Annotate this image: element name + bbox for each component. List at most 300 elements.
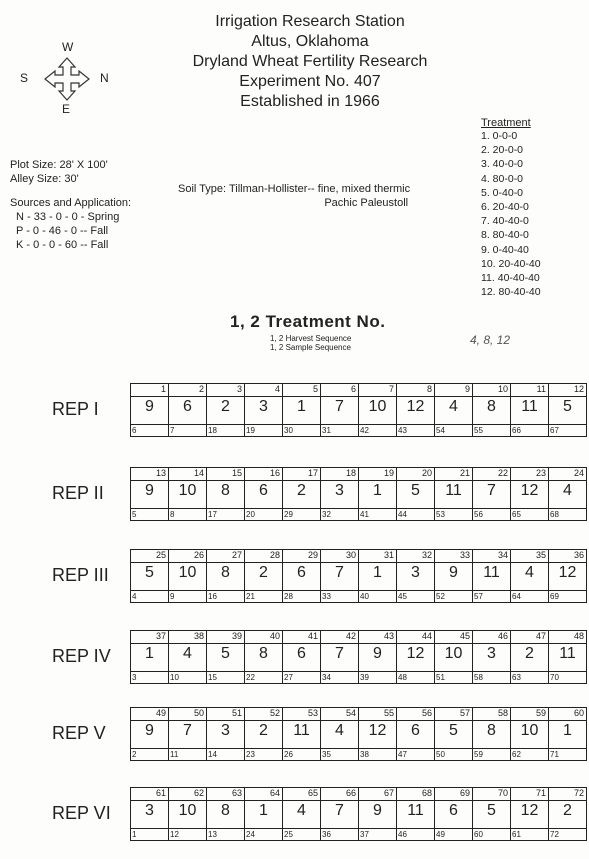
harvest-sequence: 15 bbox=[208, 673, 217, 682]
plot-number: 28 bbox=[269, 550, 280, 560]
treatment-item: 2. 20-0-0 bbox=[481, 144, 524, 157]
plot-cell bbox=[169, 550, 207, 602]
plot-cell bbox=[131, 631, 169, 683]
title-line-1: Irrigation Research Station bbox=[215, 13, 405, 30]
treatment-number: 6 bbox=[411, 722, 420, 739]
harvest-sequence: 38 bbox=[360, 750, 369, 759]
harvest-sequence: 27 bbox=[284, 673, 293, 682]
harvest-sequence: 45 bbox=[398, 592, 407, 601]
rep-label: REP V bbox=[52, 723, 106, 743]
treatment-item: 4. 80-0-0 bbox=[481, 172, 524, 185]
harvest-sequence: 37 bbox=[360, 830, 369, 839]
plot-number: 29 bbox=[307, 550, 318, 560]
source-n: N - 33 - 0 - 0 - Spring bbox=[16, 211, 120, 223]
treatment-item: 7. 40-40-0 bbox=[481, 215, 529, 228]
treatment-number: 11 bbox=[483, 564, 500, 581]
harvest-sequence: 50 bbox=[436, 750, 445, 759]
harvest-sequence: 71 bbox=[550, 750, 559, 759]
harvest-sequence: 3 bbox=[132, 673, 137, 682]
treatment-item: 11. 40-40-40 bbox=[481, 272, 540, 285]
treatment-number: 3 bbox=[145, 802, 154, 819]
rep-label: REP VI bbox=[52, 803, 111, 823]
harvest-sequence: 54 bbox=[436, 426, 445, 435]
plot-cell bbox=[207, 708, 245, 760]
plot-cell bbox=[245, 631, 283, 683]
plot-cell bbox=[245, 468, 283, 520]
treatment-number: 8 bbox=[487, 722, 496, 739]
rep-label: REP I bbox=[52, 399, 99, 419]
plot-cell bbox=[321, 384, 359, 436]
plot-number: 34 bbox=[497, 550, 508, 560]
plot-number: 63 bbox=[231, 788, 242, 798]
plot-cell bbox=[473, 384, 511, 436]
plot-cell bbox=[435, 468, 473, 520]
rep-row bbox=[130, 787, 587, 841]
plot-cell bbox=[473, 788, 511, 840]
treatment-number: 11 bbox=[521, 398, 538, 415]
source-p: P - 0 - 46 - 0 -- Fall bbox=[16, 225, 109, 237]
harvest-sequence: 36 bbox=[322, 830, 331, 839]
plot-number: 69 bbox=[459, 788, 470, 798]
plot-number: 52 bbox=[269, 708, 280, 718]
title-line-4: Experiment No. 407 bbox=[239, 73, 381, 90]
treatment-number: 11 bbox=[407, 802, 424, 819]
harvest-sequence: 8 bbox=[170, 510, 175, 519]
plot-number: 9 bbox=[464, 384, 470, 394]
treatment-number: 5 bbox=[449, 722, 458, 739]
harvest-sequence: 7 bbox=[170, 426, 175, 435]
treatment-number: 1 bbox=[297, 398, 306, 415]
plot-number: 41 bbox=[307, 631, 318, 641]
title-line-5: Established in 1966 bbox=[240, 93, 380, 110]
harvest-sequence: 61 bbox=[512, 830, 521, 839]
harvest-sequence: 10 bbox=[170, 673, 179, 682]
plot-number: 72 bbox=[573, 788, 584, 798]
plot-number: 42 bbox=[345, 631, 356, 641]
rep-row bbox=[130, 707, 587, 761]
harvest-sequence: 35 bbox=[322, 750, 331, 759]
title-line-2: Altus, Oklahoma bbox=[251, 33, 369, 50]
title-line-3: Dryland Wheat Fertility Research bbox=[192, 53, 428, 70]
treatment-number: 6 bbox=[297, 564, 306, 581]
harvest-sequence: 56 bbox=[474, 510, 483, 519]
plot-number: 35 bbox=[535, 550, 546, 560]
plot-number: 25 bbox=[155, 550, 166, 560]
plot-cell bbox=[473, 468, 511, 520]
plot-cell bbox=[283, 384, 321, 436]
plot-cell bbox=[511, 550, 549, 602]
compass-rose bbox=[10, 40, 120, 120]
soil-type bbox=[178, 182, 410, 210]
plot-number: 11 bbox=[536, 384, 546, 394]
plot-cell bbox=[549, 468, 586, 520]
plot-number: 66 bbox=[345, 788, 356, 798]
treatment-number: 7 bbox=[183, 722, 192, 739]
treatment-number: 4 bbox=[297, 802, 306, 819]
harvest-sequence: 2 bbox=[132, 750, 137, 759]
harvest-sequence: 29 bbox=[284, 510, 293, 519]
harvest-sequence: 24 bbox=[246, 830, 255, 839]
plot-cell bbox=[207, 788, 245, 840]
harvest-sequence: 22 bbox=[246, 673, 255, 682]
plot-number: 22 bbox=[497, 468, 508, 478]
plot-cell bbox=[321, 468, 359, 520]
treatment-number: 11 bbox=[293, 722, 310, 739]
treatment-number: 7 bbox=[335, 802, 344, 819]
treatment-number: 4 bbox=[449, 398, 458, 415]
treatment-item: 5. 0-40-0 bbox=[481, 186, 524, 199]
treatment-number: 5 bbox=[221, 645, 230, 662]
treatment-number: 7 bbox=[335, 645, 344, 662]
plot-cell bbox=[435, 550, 473, 602]
plot-number: 47 bbox=[535, 631, 546, 641]
treatment-number: 7 bbox=[335, 398, 344, 415]
treatment-number: 3 bbox=[487, 645, 496, 662]
plot-number: 70 bbox=[497, 788, 508, 798]
treatment-item: 8. 80-40-0 bbox=[481, 229, 529, 242]
plot-cell bbox=[283, 708, 321, 760]
treatment-item: 10. 20-40-40 bbox=[481, 257, 541, 270]
plot-number: 55 bbox=[383, 708, 394, 718]
treatment-number: 3 bbox=[259, 398, 268, 415]
harvest-sequence: 14 bbox=[208, 750, 217, 759]
harvest-sequence: 51 bbox=[436, 673, 445, 682]
harvest-sequence: 44 bbox=[398, 510, 407, 519]
treatment-number: 10 bbox=[368, 398, 387, 415]
rep-row bbox=[130, 467, 587, 521]
plot-number: 39 bbox=[231, 631, 242, 641]
plot-number: 33 bbox=[459, 550, 470, 560]
harvest-sequence: 48 bbox=[398, 673, 407, 682]
treatment-number: 2 bbox=[259, 722, 268, 739]
plot-cell bbox=[321, 550, 359, 602]
plot-number: 10 bbox=[497, 384, 508, 394]
plot-cell bbox=[511, 631, 549, 683]
plot-cell bbox=[435, 708, 473, 760]
plot-size: Plot Size: 28' X 100' bbox=[10, 159, 108, 171]
compass-w: W bbox=[62, 40, 74, 54]
harvest-sequence: 60 bbox=[474, 830, 483, 839]
plot-cell bbox=[169, 631, 207, 683]
plot-number: 68 bbox=[421, 788, 432, 798]
plot-number: 67 bbox=[383, 788, 394, 798]
treatment-number: 9 bbox=[145, 482, 154, 499]
plot-number: 46 bbox=[497, 631, 508, 641]
harvest-sequence: 65 bbox=[512, 510, 521, 519]
sources-title: Sources and Application: bbox=[10, 197, 132, 209]
treatment-number: 9 bbox=[145, 722, 154, 739]
plot-cell bbox=[473, 550, 511, 602]
plot-number: 37 bbox=[155, 631, 166, 641]
treatment-number: 3 bbox=[335, 482, 344, 499]
plot-number: 18 bbox=[345, 468, 356, 478]
plot-number: 6 bbox=[350, 384, 356, 394]
harvest-sequence: 67 bbox=[550, 426, 559, 435]
compass-e: E bbox=[62, 102, 71, 116]
plot-cell bbox=[207, 468, 245, 520]
plot-number: 27 bbox=[231, 550, 242, 560]
treatment-number: 5 bbox=[563, 398, 572, 415]
harvest-sequence: 53 bbox=[436, 510, 445, 519]
plot-cell bbox=[245, 708, 283, 760]
plot-cell bbox=[549, 788, 586, 840]
harvest-sequence: 20 bbox=[246, 510, 255, 519]
harvest-sequence: 41 bbox=[360, 510, 369, 519]
treatment-number: 12 bbox=[368, 722, 387, 739]
plot-number: 38 bbox=[193, 631, 204, 641]
treatment-number: 8 bbox=[259, 645, 268, 662]
plot-cell bbox=[131, 708, 169, 760]
plot-number: 51 bbox=[231, 708, 242, 718]
treatment-number: 6 bbox=[449, 802, 458, 819]
plot-number: 16 bbox=[269, 468, 280, 478]
plot-cell bbox=[473, 708, 511, 760]
harvest-sequence: 46 bbox=[398, 830, 407, 839]
plot-number: 7 bbox=[388, 384, 394, 394]
treatment-number: 4 bbox=[183, 645, 192, 662]
treatment-number: 5 bbox=[145, 564, 154, 581]
plot-cell bbox=[245, 384, 283, 436]
treatment-number: 6 bbox=[183, 398, 192, 415]
treatment-title: Treatment bbox=[481, 117, 531, 129]
treatment-number: 10 bbox=[178, 802, 197, 819]
plot-number: 53 bbox=[307, 708, 318, 718]
harvest-sequence: 42 bbox=[360, 426, 369, 435]
plot-cell bbox=[207, 631, 245, 683]
plot-cell bbox=[359, 631, 397, 683]
plot-number: 71 bbox=[535, 788, 546, 798]
treatment-number: 9 bbox=[373, 645, 382, 662]
treatment-number: 11 bbox=[445, 482, 462, 499]
treatment-number: 2 bbox=[563, 802, 572, 819]
plot-cell bbox=[207, 550, 245, 602]
plot-number: 15 bbox=[231, 468, 242, 478]
plot-cell bbox=[435, 384, 473, 436]
plot-cell bbox=[549, 631, 586, 683]
harvest-sequence: 72 bbox=[550, 830, 559, 839]
treatment-number: 11 bbox=[559, 645, 576, 662]
treatment-number: 12 bbox=[520, 802, 539, 819]
plot-number: 31 bbox=[383, 550, 394, 560]
harvest-sequence: 59 bbox=[474, 750, 483, 759]
treatment-number: 2 bbox=[297, 482, 306, 499]
plot-cell bbox=[511, 708, 549, 760]
treatment-number: 9 bbox=[145, 398, 154, 415]
treatment-number: 2 bbox=[221, 398, 230, 415]
plot-cell bbox=[359, 384, 397, 436]
plot-number: 54 bbox=[345, 708, 356, 718]
treatment-number: 2 bbox=[259, 564, 268, 581]
harvest-sequence: 57 bbox=[474, 592, 483, 601]
soil-line-2: Pachic Paleustoll bbox=[324, 197, 409, 209]
harvest-sequence: 70 bbox=[550, 673, 559, 682]
treatment-number: 12 bbox=[520, 482, 539, 499]
plot-cell bbox=[397, 708, 435, 760]
plot-number: 23 bbox=[535, 468, 546, 478]
plot-cell bbox=[321, 708, 359, 760]
plot-cell bbox=[283, 631, 321, 683]
plot-cell bbox=[283, 788, 321, 840]
plot-cell bbox=[245, 550, 283, 602]
treatment-number: 6 bbox=[259, 482, 268, 499]
plot-number: 21 bbox=[459, 468, 470, 478]
treatment-number: 4 bbox=[335, 722, 344, 739]
harvest-sequence: 64 bbox=[512, 592, 521, 601]
plot-number: 65 bbox=[307, 788, 318, 798]
treatment-number: 4 bbox=[525, 564, 534, 581]
treatment-number: 12 bbox=[406, 398, 425, 415]
treatment-number: 8 bbox=[487, 398, 496, 415]
handwritten-note: 4, 8, 12 bbox=[470, 333, 511, 347]
plot-cell bbox=[397, 384, 435, 436]
treatment-number: 9 bbox=[449, 564, 458, 581]
plot-number: 45 bbox=[459, 631, 470, 641]
plot-info bbox=[10, 158, 131, 252]
harvest-sequence: 30 bbox=[284, 426, 293, 435]
plot-cell bbox=[397, 550, 435, 602]
compass-n: N bbox=[100, 71, 109, 85]
treatment-item: 1. 0-0-0 bbox=[481, 130, 518, 142]
plot-number: 36 bbox=[573, 550, 584, 560]
harvest-sequence: 26 bbox=[284, 750, 293, 759]
rep-row bbox=[130, 383, 587, 437]
harvest-sequence: 6 bbox=[132, 426, 137, 435]
treatment-number: 5 bbox=[487, 802, 496, 819]
harvest-sequence: 58 bbox=[474, 673, 483, 682]
treatment-number: 3 bbox=[221, 722, 230, 739]
harvest-sequence: 25 bbox=[284, 830, 293, 839]
soil-line-1: Soil Type: Tillman-Hollister-- fine, mixed thermic bbox=[178, 183, 411, 195]
plot-cell bbox=[169, 788, 207, 840]
treatment-number: 1 bbox=[373, 564, 382, 581]
plot-number: 60 bbox=[573, 708, 584, 718]
treatment-number: 10 bbox=[178, 482, 197, 499]
harvest-sequence: 18 bbox=[208, 426, 217, 435]
plot-number: 57 bbox=[459, 708, 470, 718]
plot-number: 19 bbox=[383, 468, 394, 478]
treatment-item: 3. 40-0-0 bbox=[481, 158, 524, 171]
treatment-number: 8 bbox=[221, 564, 230, 581]
plot-cell bbox=[207, 384, 245, 436]
harvest-sequence: 16 bbox=[208, 592, 217, 601]
treatment-number: 12 bbox=[406, 645, 425, 662]
treatment-list bbox=[481, 129, 541, 299]
harvest-sequence: 69 bbox=[550, 592, 559, 601]
plot-number: 50 bbox=[193, 708, 204, 718]
plot-cell bbox=[397, 788, 435, 840]
treatment-key bbox=[481, 117, 541, 299]
plot-cell bbox=[131, 550, 169, 602]
treatment-item: 6. 20-40-0 bbox=[481, 201, 529, 214]
harvest-sequence: 62 bbox=[512, 750, 521, 759]
treatment-number: 5 bbox=[411, 482, 420, 499]
harvest-sequence: 63 bbox=[512, 673, 521, 682]
plot-number: 32 bbox=[421, 550, 432, 560]
plot-cell bbox=[473, 631, 511, 683]
treatment-item: 9. 0-40-40 bbox=[481, 243, 529, 256]
plot-number: 43 bbox=[383, 631, 394, 641]
plot-number: 30 bbox=[345, 550, 356, 560]
harvest-sequence: 68 bbox=[550, 510, 559, 519]
compass-arrows-icon bbox=[42, 57, 92, 101]
harvest-sequence: 13 bbox=[208, 830, 217, 839]
plot-cell bbox=[435, 788, 473, 840]
plot-number: 17 bbox=[307, 468, 318, 478]
treatment-number: 7 bbox=[335, 564, 344, 581]
plot-number: 26 bbox=[193, 550, 204, 560]
treatment-number: 10 bbox=[444, 645, 463, 662]
plot-number: 20 bbox=[421, 468, 432, 478]
plot-cell bbox=[549, 550, 586, 602]
harvest-sequence: 9 bbox=[170, 592, 175, 601]
plot-cell bbox=[169, 468, 207, 520]
plot-cell bbox=[359, 468, 397, 520]
plot-cell bbox=[511, 384, 549, 436]
harvest-sequence: 11 bbox=[170, 750, 179, 759]
harvest-sequence: 5 bbox=[132, 510, 137, 519]
treatment-number: 1 bbox=[563, 722, 572, 739]
document-title bbox=[120, 12, 500, 112]
plot-cell bbox=[321, 788, 359, 840]
harvest-sequence: 47 bbox=[398, 750, 407, 759]
treatment-item: 12. 80-40-40 bbox=[481, 286, 541, 299]
harvest-sequence: 23 bbox=[246, 750, 255, 759]
harvest-sequence: 21 bbox=[246, 592, 255, 601]
plot-cell bbox=[511, 788, 549, 840]
plot-cell bbox=[283, 550, 321, 602]
plot-number: 62 bbox=[193, 788, 204, 798]
source-k: K - 0 - 0 - 60 -- Fall bbox=[16, 239, 109, 251]
plot-cell bbox=[359, 788, 397, 840]
rep-label: REP II bbox=[52, 483, 104, 503]
harvest-sequence: 1 bbox=[132, 830, 137, 839]
plot-cell bbox=[169, 384, 207, 436]
harvest-sequence: 31 bbox=[322, 426, 331, 435]
legend-sample: 1, 2 Sample Sequence bbox=[270, 343, 351, 352]
harvest-sequence: 34 bbox=[322, 673, 331, 682]
treatment-number: 1 bbox=[145, 645, 154, 662]
harvest-sequence: 43 bbox=[398, 426, 407, 435]
plot-cell bbox=[511, 468, 549, 520]
treatment-number: 10 bbox=[178, 564, 197, 581]
plot-cell bbox=[245, 788, 283, 840]
plot-number: 64 bbox=[269, 788, 280, 798]
plot-number: 24 bbox=[573, 468, 584, 478]
plot-number: 12 bbox=[573, 384, 584, 394]
plot-cell bbox=[131, 468, 169, 520]
treatment-number: 9 bbox=[373, 802, 382, 819]
plot-number: 3 bbox=[236, 384, 242, 394]
plot-cell bbox=[283, 468, 321, 520]
plot-number: 40 bbox=[269, 631, 280, 641]
plot-cell bbox=[131, 788, 169, 840]
plot-cell bbox=[549, 384, 586, 436]
plot-number: 4 bbox=[274, 384, 280, 394]
plot-number: 48 bbox=[573, 631, 584, 641]
plot-number: 61 bbox=[155, 788, 166, 798]
harvest-sequence: 66 bbox=[512, 426, 521, 435]
treatment-number: 6 bbox=[297, 645, 306, 662]
plot-cell bbox=[321, 631, 359, 683]
harvest-sequence: 33 bbox=[322, 592, 331, 601]
harvest-sequence: 12 bbox=[170, 830, 179, 839]
plot-cell bbox=[397, 631, 435, 683]
rep-label: REP III bbox=[52, 565, 109, 585]
plot-number: 59 bbox=[535, 708, 546, 718]
harvest-sequence: 4 bbox=[132, 592, 137, 601]
rep-label: REP IV bbox=[52, 646, 111, 666]
alley-size: Alley Size: 30' bbox=[10, 173, 79, 185]
